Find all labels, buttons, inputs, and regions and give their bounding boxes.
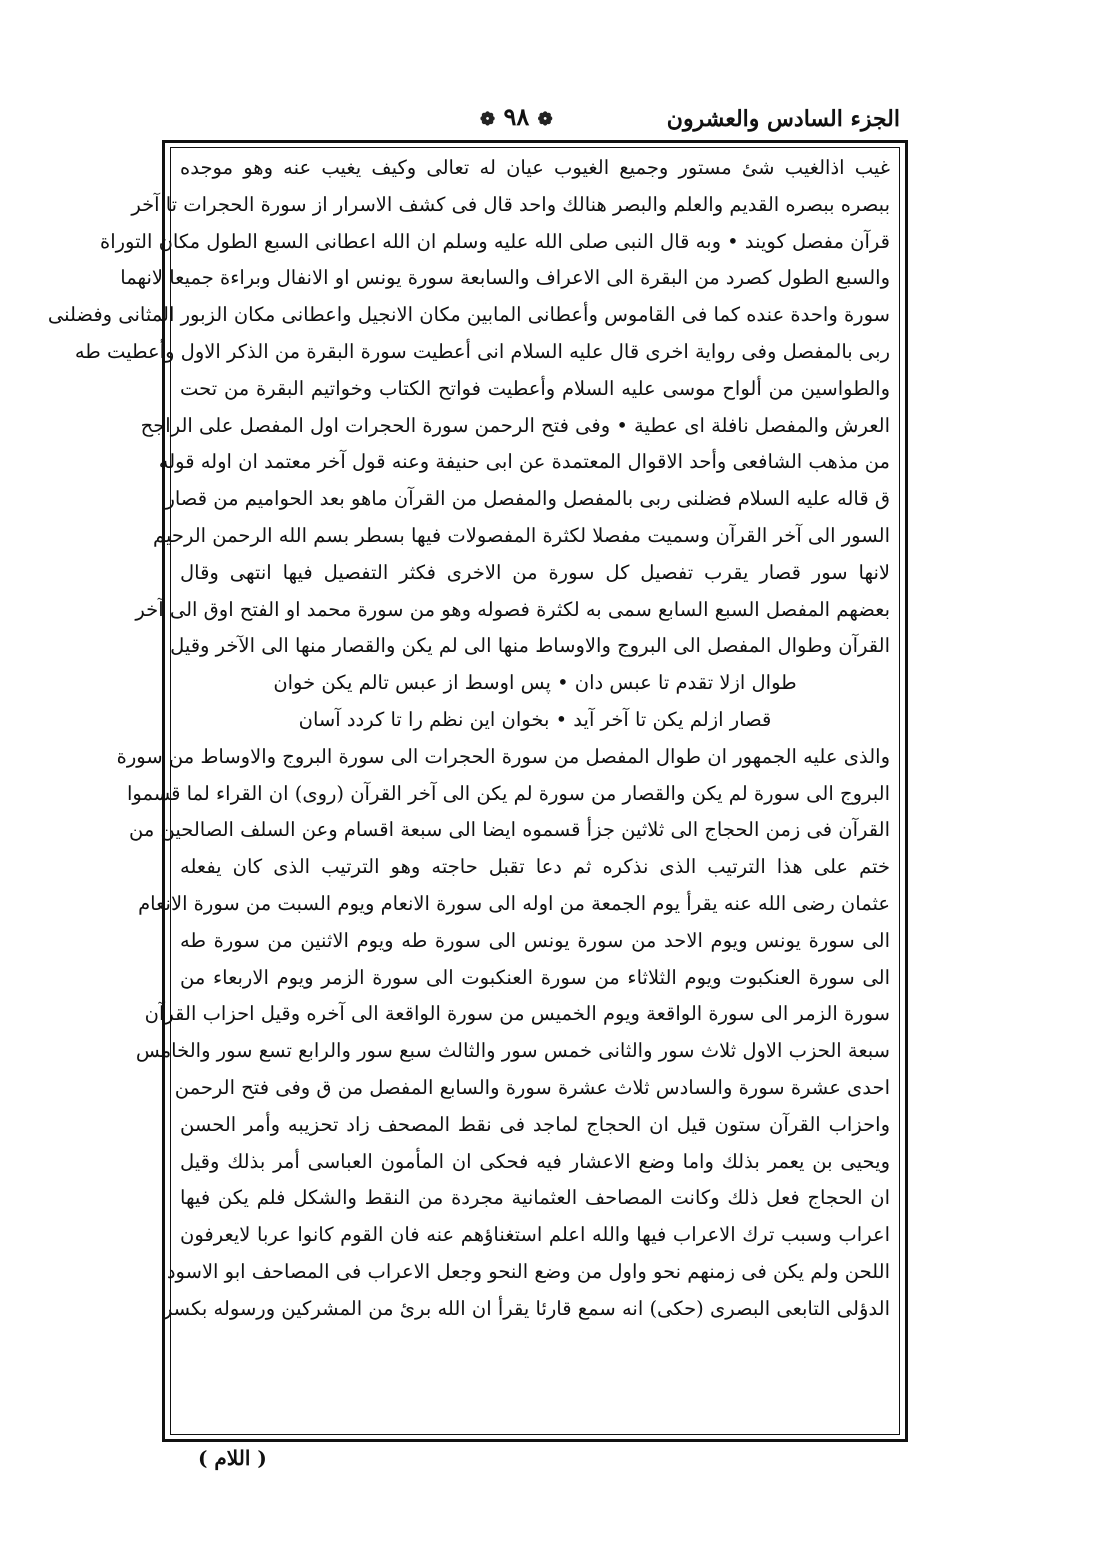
text-line: والذى عليه الجمهور ان طوال المفصل من سورة الحجرات الى سورة البروج والاوساط من سورة [116, 744, 890, 768]
text-line: ببصره ببصره القديم والعلم والبصر هنالك واحد قال فى كشف الاسرار از سورة الحجرات تا آخر [131, 192, 890, 216]
text-line: اللحن ولم يكن فى زمنهم نحو واول من وضع النحو وجعل الاعراب فى المصاحف ابو الاسود [166, 1259, 890, 1283]
text-line: الى سورة يونس ويوم الاحد من سورة يونس الى سورة طه ويوم الاثنين من سورة طه [180, 928, 890, 952]
text-line: ان الحجاج فعل ذلك وكانت المصاحف العثمانية مجردة من النقط والشكل فلم يكن فيها [180, 1186, 890, 1210]
page-number-block [480, 102, 553, 131]
text-line: لانها سور قصار يقرب تفصيل كل سورة من الاخرى فكثر التفصيل فيها انتهى وقال [180, 560, 890, 584]
verse-line: قصار ازلم يكن تا آخر آيد • بخوان اين نظم را تا كردد آسان [298, 707, 772, 731]
text-line: والطواسين من ألواح موسى عليه السلام وأعطيت فواتح الكتاب وخواتيم البقرة من تحت [180, 376, 890, 400]
text-line: من مذهب الشافعى وأحد الاقوال المعتمدة عن ابى حنيفة وعنه قول آخر معتمد ان اوله قوله [158, 450, 890, 474]
text-line: والسبع الطول كصرد من البقرة الى الاعراف والسابعة سورة يونس او الانفال وبراءة جميعا لانهما [120, 266, 890, 290]
text-line: الى سورة العنكبوت ويوم الثلاثاء من سورة العنكبوت الى سورة الزمر ويوم الاربعاء من [180, 965, 890, 989]
text-line: قرآن مفصل كويند • وبه قال النبى صلى الله عليه وسلم ان الله اعطانى السبع الطول مكان التوراة [100, 229, 890, 253]
running-title: الجزء السادس والعشرون [666, 106, 900, 132]
text-line: اعراب وسبب ترك الاعراب فيها والله اعلم استغناؤهم عنه فان القوم كانوا عربا لايعرفون [180, 1223, 890, 1247]
text-line: السور الى آخر القرآن وسميت مفصلا لكثرة المفصولات فيها بسطر بسم الله الرحمن الرحيم [153, 523, 890, 547]
text-line: غيب اذالغيب شئ مستور وجميع الغيوب عيان له تعالى وكيف يغيب عنه وهو موجده [180, 156, 890, 179]
catchword: ( اللام ) [198, 1446, 267, 1470]
text-line: احدى عشرة سورة والسادس ثلاث عشرة سورة والسابع المفصل من ق وفى فتح الرحمن [174, 1075, 890, 1099]
text-line: ختم على هذا الترتيب الذى نذكره ثم دعا تقبل حاجته وهو الترتيب الذى كان يفعله [180, 855, 890, 879]
text-line: عثمان رضى الله عنه يقرأ يوم الجمعة من اوله الى سورة الانعام ويوم السبت من سورة الانعام [138, 891, 890, 915]
text-line: البروج الى سورة لم يكن والقصار من سورة لم يكن الى آخر القرآن (روى) ان القراء لما قسموا [126, 781, 890, 805]
page-number: ۹۸ [503, 102, 530, 131]
verse-line: طوال ازلا تقدم تا عبس دان • پس اوسط از عبس تالم يكن خوان [273, 671, 797, 695]
text-line: ربى بالمفصل وفى رواية اخرى قال عليه السلام انى أعطيت سورة البقرة من الذكر الاول وأعطيت طه [74, 339, 890, 363]
ornament-icon: ❁ [537, 109, 553, 130]
text-line: ويحيى بن يعمر بذلك واما وضع الاعشار فيه فحكى ان المأمون العباسى أمر بذلك وقيل [180, 1149, 890, 1173]
text-line: سورة الزمر الى سورة الواقعة ويوم الخميس من سورة الواقعة الى آخره وقيل احزاب القرآن [144, 1002, 890, 1026]
text-line: ق قاله عليه السلام فضلنى ربى بالمفصل والمفصل من القرآن ماهو بعد الحواميم من قصار [165, 487, 890, 511]
text-line: واحزاب القرآن ستون قيل ان الحجاج لماجد فى نقط المصحف زاد تحزيبه وأمر الحسن [180, 1112, 890, 1136]
text-line: العرش والمفصل نافلة اى عطية • وفى فتح الرحمن سورة الحجرات اول المفصل على الراجح [140, 413, 890, 437]
ornament-icon: ❁ [480, 109, 496, 130]
text-line: سورة واحدة عنده كما فى القاموس وأعطانى المابين مكان الانجيل واعطانى مكان الزبور المثانى وفضلنى [47, 303, 890, 327]
text-line: بعضهم المفصل السبع السابع سمى به لكثرة فصوله وهو من سورة محمد او الفتح اوق الى آخر [135, 597, 890, 621]
text-line: القرآن وطوال المفصل الى البروج والاوساط منها الى لم يكن والقصار منها الى الآخر وقيل [170, 634, 890, 658]
text-line: الدؤلى التابعى البصرى (حكى) انه سمع قارئا يقرأ ان الله برئ من المشركين ورسوله بكسر [162, 1296, 890, 1320]
body-text [47, 150, 890, 1328]
text-line: سبعة الحزب الاول ثلاث سور والثانى خمس سور والثالث سبع سور والرابع تسع سور والخامس [135, 1039, 890, 1063]
text-line: القرآن فى زمن الحجاج الى ثلاثين جزأ قسموه ايضا الى سبعة اقسام وعن السلف الصالحين من [129, 818, 890, 842]
